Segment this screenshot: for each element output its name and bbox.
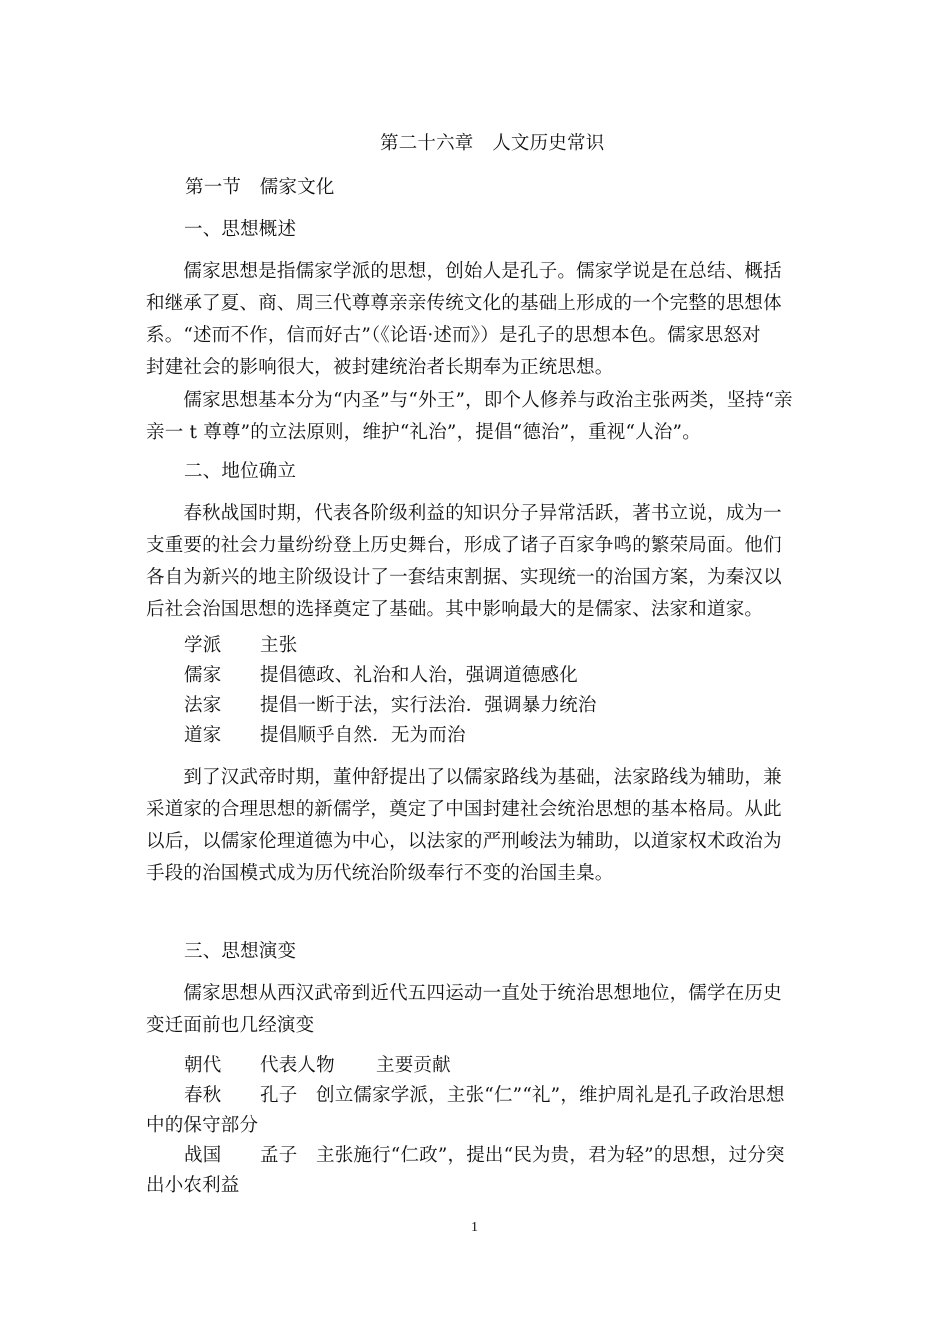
chapter-title: 第二十六章 人文历史常识 <box>380 133 605 154</box>
school-claim: 提倡德政、礼治和人治，强调道德感化 <box>260 665 578 686</box>
column-header: 主要贡献 <box>376 1055 451 1076</box>
eras-table-header <box>184 1050 451 1082</box>
text-line: 手段的治国模式成为历代统治阶级奉行不变的治国圭臬。 <box>146 863 614 884</box>
text-line: 变迁面前也几经演变 <box>146 1015 315 1036</box>
eras-row <box>184 1080 785 1112</box>
school-name: 儒家 <box>184 665 222 686</box>
column-header: 朝代 <box>184 1055 222 1076</box>
schools-row <box>184 660 578 692</box>
text-line: 封建社会的影响很大，被封建统治者长期奉为正统思想。 <box>146 357 614 378</box>
text-line: 儒家思想从西汉武帝到近代五四运动一直处于统治思想地位，儒学在历史 <box>146 983 782 1004</box>
paragraph-han <box>146 762 806 890</box>
subheading-evolution: 三、思想演变 <box>184 941 297 962</box>
schools-row <box>184 720 466 752</box>
school-claim: 提倡顺乎自然．无为而治 <box>260 725 466 746</box>
era-name: 春秋 <box>184 1085 222 1106</box>
text-line: 采道家的合理思想的新儒学，奠定了中国封建社会统治思想的基本格局。从此 <box>146 799 782 820</box>
text-line: 儒家思想是指儒家学派的思想，创始人是孔子。儒家学说是在总结、概括 <box>146 261 782 282</box>
school-claim: 提倡一断于法，实行法治．强调暴力统治 <box>260 695 597 716</box>
section-heading: 第一节 儒家文化 <box>185 177 335 198</box>
paragraph-evolution <box>146 978 806 1042</box>
page-number: 1 <box>471 1220 478 1235</box>
text-line: 后社会治国思想的选择奠定了基础。其中影响最大的是儒家、法家和道家。 <box>146 599 764 620</box>
subheading-overview: 一、思想概述 <box>184 219 297 240</box>
text-line: 和继承了夏、商、周三代尊尊亲亲传统文化的基础上形成的一个完整的思想体 <box>146 293 782 314</box>
paragraph-inner-outer <box>146 385 806 449</box>
text-line: 亲一 t 尊尊”的立法原则，维护“礼治”，提倡“德治”，重视“人治”。 <box>146 422 701 443</box>
school-name: 法家 <box>184 695 222 716</box>
column-header: 代表人物 <box>260 1055 335 1076</box>
text-line: 系。“述而不作，信而好古”（《论语·述而》）是孔子的思想本色。儒家思怒对 <box>146 325 761 346</box>
era-contribution: 主张施行“仁政”，提出“民为贵，君为轻”的思想，过分突 <box>316 1145 785 1166</box>
school-name: 道家 <box>184 725 222 746</box>
text-line: 以后，以儒家伦理道德为中心，以法家的严刑峻法为辅助，以道家权术政治为 <box>146 831 782 852</box>
eras-row <box>184 1140 785 1172</box>
paragraph-status <box>146 498 806 626</box>
subheading-status: 二、地位确立 <box>184 461 297 482</box>
schools-row <box>184 690 597 722</box>
text-line: 儒家思想基本分为“内圣”与“外王”，即个人修养与政治主张两类，坚持“亲 <box>146 390 793 411</box>
era-contribution-cont: 出小农利益 <box>146 1175 240 1196</box>
column-header: 主张 <box>260 635 298 656</box>
era-person: 孔子 <box>260 1085 298 1106</box>
era-name: 战国 <box>184 1145 222 1166</box>
text-line: 各自为新兴的地主阶级设计了一套结束割据、实现统一的治国方案，为秦汉以 <box>146 567 782 588</box>
schools-table-header <box>184 630 297 662</box>
text-line: 支重要的社会力量纷纷登上历史舞台，形成了诸子百家争鸣的繁荣局面。他们 <box>146 535 782 556</box>
era-contribution: 创立儒家学派，主张“仁”“礼”，维护周礼是孔子政治思想 <box>316 1085 785 1106</box>
text-line: 春秋战国时期，代表各阶级利益的知识分子异常活跃，著书立说，成为一 <box>146 503 782 524</box>
text-line: 到了汉武帝时期，董仲舒提出了以儒家路线为基础，法家路线为辅助，兼 <box>146 767 782 788</box>
era-contribution-cont: 中的保守部分 <box>146 1115 259 1136</box>
column-header: 学派 <box>184 635 222 656</box>
paragraph-overview <box>146 256 806 384</box>
era-person: 孟子 <box>260 1145 298 1166</box>
